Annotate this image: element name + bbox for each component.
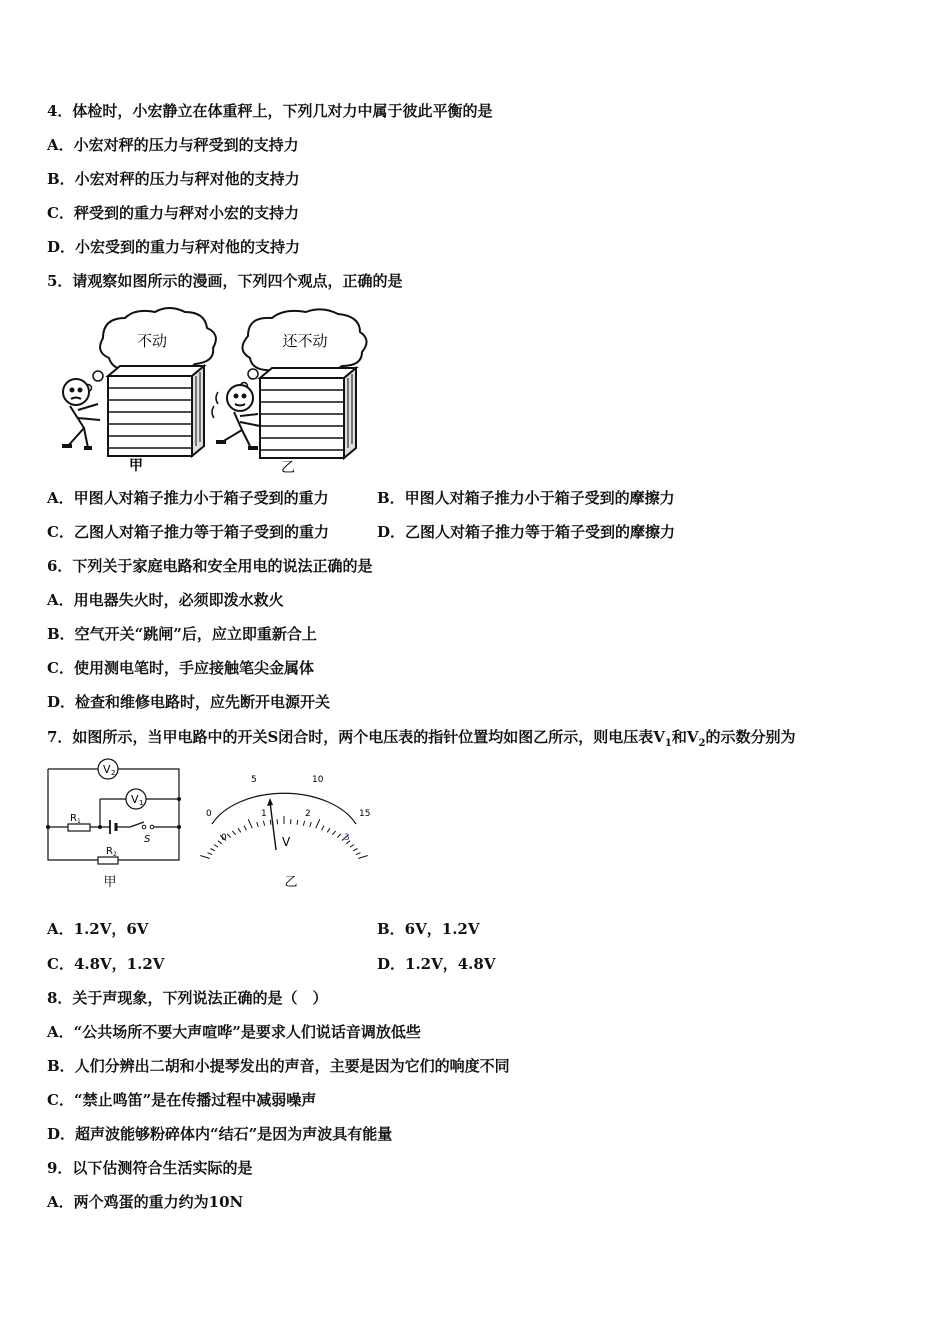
q7-circuit-diagram bbox=[44, 758, 189, 893]
dial-tick bbox=[214, 845, 218, 848]
bubble-right-text: 还不动 bbox=[282, 332, 328, 350]
q7-option-d: D．1.2V，4.8V bbox=[377, 955, 496, 973]
dial-tick bbox=[316, 819, 320, 828]
person-right bbox=[212, 385, 260, 448]
voltmeter-v2 bbox=[98, 759, 118, 779]
q8-option-c: C．“禁止鸣笛”是在传播过程中减弱噪声 bbox=[47, 1091, 317, 1109]
dial-tick bbox=[208, 853, 213, 855]
dial-tick bbox=[327, 828, 330, 832]
dial-tick bbox=[210, 849, 215, 851]
q7-stem-part3: 的示数分别为 bbox=[705, 728, 796, 746]
r2-sub: 2 bbox=[113, 851, 117, 858]
dial-tick bbox=[227, 834, 230, 838]
dial-tick bbox=[263, 821, 264, 826]
q6-option-b: B．空气开关“跳闸”后，应立即重新合上 bbox=[47, 625, 317, 643]
q5-option-b: B．甲图人对箱子推力小于箱子受到的摩擦力 bbox=[377, 489, 675, 507]
r1-label: R bbox=[70, 813, 77, 824]
resistor-r2 bbox=[98, 846, 118, 864]
dial-tick bbox=[232, 831, 235, 835]
q5-option-a: A．甲图人对箱子推力小于箱子受到的重力 bbox=[47, 489, 329, 507]
dial-tick bbox=[270, 820, 271, 825]
q6-option-a: A．用电器失火时，必须即泼水救火 bbox=[47, 591, 284, 609]
dial-tick bbox=[350, 845, 354, 848]
dial-tick bbox=[332, 831, 335, 835]
q7-stem-sub1: 1 bbox=[664, 738, 672, 749]
q8-option-b: B．人们分辨出二胡和小提琴发出的声音，主要是因为它们的响度不同 bbox=[47, 1057, 510, 1075]
v2-label: V bbox=[103, 763, 111, 776]
dial-tick bbox=[297, 820, 298, 825]
dial-tick bbox=[238, 828, 241, 832]
q9-stem: 9．以下估测符合生活实际的是 bbox=[47, 1159, 253, 1177]
q7-stem-sub2: 2 bbox=[698, 738, 706, 749]
q8-stem: 8．关于声现象，下列说法正确的是（ ） bbox=[47, 989, 328, 1007]
crate-left bbox=[108, 366, 204, 456]
q7-stem-part2: 和V bbox=[671, 728, 699, 746]
dial-tick bbox=[356, 853, 361, 855]
q6-option-d: D．检查和维修电路时，应先断开电源开关 bbox=[47, 693, 331, 711]
q5-option-c: C．乙图人对箱子推力等于箱子受到的重力 bbox=[47, 523, 329, 541]
dial-tick bbox=[358, 856, 368, 859]
dial-outer-label-5: 5 bbox=[251, 775, 257, 785]
q7-stem bbox=[47, 727, 796, 754]
dial-tick bbox=[244, 826, 246, 830]
q6-option-c: C．使用测电笔时，手应接触笔尖金属体 bbox=[47, 659, 314, 677]
resistor-r1 bbox=[68, 813, 90, 831]
v2-sub: 2 bbox=[111, 769, 116, 777]
dial-inner-label-1: 1 bbox=[261, 809, 267, 819]
q7-voltmeter-dial bbox=[198, 768, 383, 893]
dial-outer-label-10: 10 bbox=[312, 775, 324, 785]
voltmeter-v1 bbox=[126, 789, 146, 809]
q7-option-b: B．6V，1.2V bbox=[377, 920, 480, 938]
r2-label: R bbox=[106, 846, 113, 857]
v1-label: V bbox=[131, 793, 139, 806]
q7-stem-part1: 7．如图所示，当甲电路中的开关S闭合时，两个电压表的指针位置均如图乙所示，则电压表V bbox=[47, 728, 665, 746]
dial-inner-label-0: 0 bbox=[221, 833, 227, 843]
q9-option-a: A．两个鸡蛋的重力约为10N bbox=[47, 1193, 244, 1211]
dial-tick bbox=[310, 822, 312, 827]
dial-tick bbox=[322, 826, 324, 830]
q4-stem: 4．体检时，小宏静立在体重秤上，下列几对力中属于彼此平衡的是 bbox=[47, 102, 493, 120]
dial-tick bbox=[353, 849, 358, 851]
dial-outer-label-0: 0 bbox=[206, 809, 212, 819]
q4-option-d: D．小宏受到的重力与秤对他的支持力 bbox=[47, 238, 301, 256]
dial-tick bbox=[303, 821, 304, 826]
dial-caption: 乙 bbox=[284, 875, 298, 890]
r1-sub: 1 bbox=[77, 818, 81, 825]
q8-option-a: A．“公共场所不要大声喧哗”是要求人们说话音调放低些 bbox=[47, 1023, 421, 1041]
q6-stem: 6．下列关于家庭电路和安全用电的说法正确的是 bbox=[47, 557, 373, 575]
switch-label: S bbox=[144, 834, 151, 845]
person-left bbox=[62, 379, 100, 448]
q8-option-d: D．超声波能够粉碎体内“结石”是因为声波具有能量 bbox=[47, 1125, 393, 1143]
dial-inner-label-2: 2 bbox=[305, 809, 311, 819]
dial-tick bbox=[257, 822, 259, 827]
dial-needle bbox=[270, 802, 276, 850]
q5-stem: 5．请观察如图所示的漫画，下列四个观点，正确的是 bbox=[47, 272, 403, 290]
dial-tick bbox=[337, 834, 340, 838]
q7-option-c: C．4.8V，1.2V bbox=[47, 955, 165, 973]
dial-inner-label-3: 3 bbox=[344, 833, 350, 843]
q4-option-a: A．小宏对秤的压力与秤受到的支持力 bbox=[47, 136, 299, 154]
q5-cartoon bbox=[48, 306, 393, 478]
dial-outer-label-15: 15 bbox=[359, 809, 371, 819]
cartoon-label-right: 乙 bbox=[281, 460, 295, 476]
q7-option-a: A．1.2V，6V bbox=[47, 920, 149, 938]
dial-tick bbox=[248, 819, 252, 828]
bubble-left-text: 不动 bbox=[136, 332, 168, 350]
v1-sub: 1 bbox=[139, 799, 144, 807]
dial-unit: V bbox=[282, 835, 291, 849]
dial-tick bbox=[200, 856, 210, 859]
q4-option-b: B．小宏对秤的压力与秤对他的支持力 bbox=[47, 170, 300, 188]
circuit-caption: 甲 bbox=[103, 875, 117, 890]
q4-option-c: C．秤受到的重力与秤对小宏的支持力 bbox=[47, 204, 299, 222]
q5-option-d: D．乙图人对箱子推力等于箱子受到的摩擦力 bbox=[377, 523, 676, 541]
crate-right bbox=[260, 368, 356, 458]
cartoon-label-left: 甲 bbox=[129, 458, 143, 474]
